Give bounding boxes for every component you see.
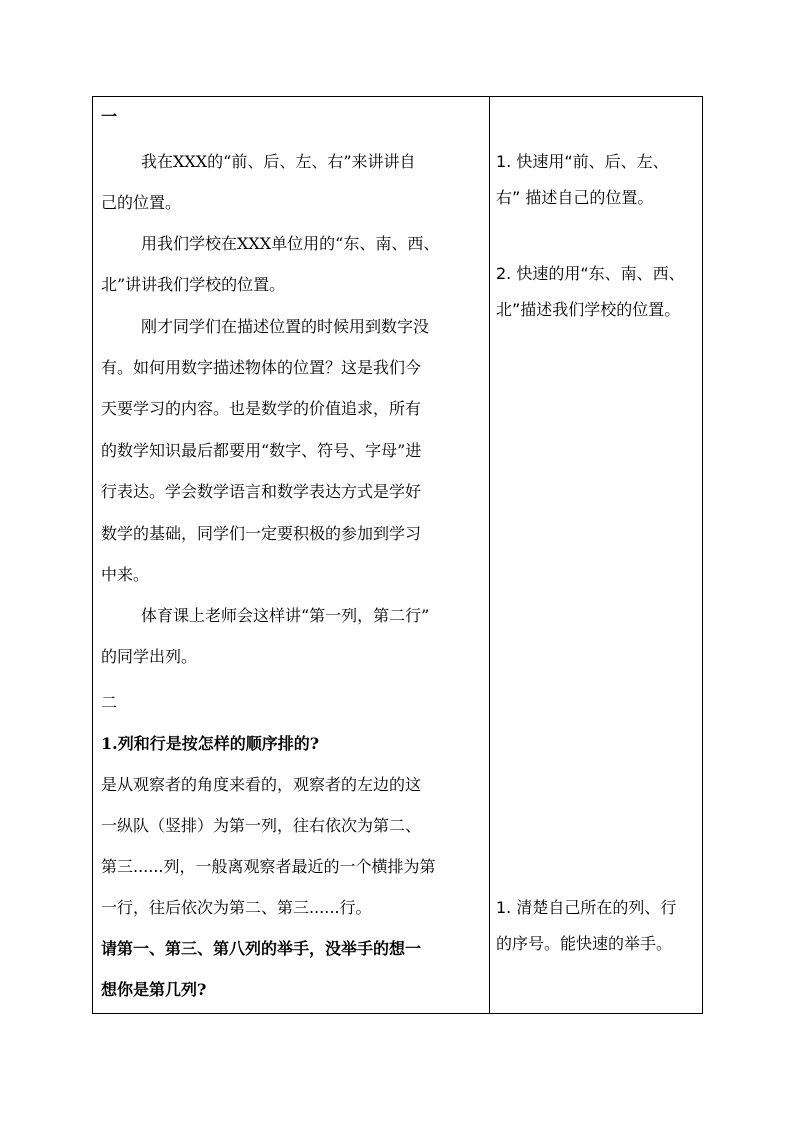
goal-2-line-2: 北”描述我们学校的位置。 bbox=[496, 300, 681, 319]
goal-1-line-2: 右” 描述自己的位置。 bbox=[496, 188, 654, 207]
answer-1-line-4: 一行，往后依次为第二、第三......行。 bbox=[101, 898, 372, 917]
paragraph-3-line-4: 的数学知识最后都要用“数字、符号、字母”进 bbox=[101, 441, 422, 460]
heading-two: 二 bbox=[101, 693, 118, 712]
paragraph-3-line-7: 中来。 bbox=[101, 565, 150, 584]
paragraph-3-line-1: 刚才同学们在描述位置的时候用到数字没 bbox=[141, 317, 430, 336]
paragraph-3-line-2: 有。如何用数字描述物体的位置？这是我们今 bbox=[101, 358, 422, 377]
paragraph-3-line-6: 数学的基础，同学们一定要积极的参加到学习 bbox=[101, 524, 422, 543]
question-1: 1.列和行是按怎样的顺序排的? bbox=[101, 734, 320, 753]
paragraph-3-line-5: 行表达。学会数学语言和数学表达方式是学好 bbox=[101, 482, 422, 501]
heading-one: 一 bbox=[101, 107, 118, 126]
paragraph-4-line-2: 的同学出列。 bbox=[101, 647, 198, 666]
goal-2-line-1: 2. 快速的用“东、南、西、 bbox=[496, 264, 685, 283]
goal-3-line-1: 1. 清楚自己所在的列、行 bbox=[496, 898, 677, 917]
paragraph-2-line-2: 北”讲讲我们学校的位置。 bbox=[101, 275, 286, 294]
paragraph-3-line-3: 天要学习的内容。也是数学的价值追求，所有 bbox=[101, 399, 422, 418]
answer-1-line-3: 第三......列，一般离观察者最近的一个横排为第 bbox=[101, 857, 436, 876]
goal-1-line-1: 1. 快速用“前、后、左、 bbox=[496, 152, 669, 171]
answer-2-line-2: 想你是第几列? bbox=[101, 980, 207, 999]
lesson-table bbox=[92, 96, 703, 1014]
goal-3-line-2: 的序号。能快速的举手。 bbox=[496, 934, 673, 953]
paragraph-1-line-2: 己的位置。 bbox=[101, 193, 182, 212]
paragraph-4-line-1: 体育课上老师会这样讲“第一列，第二行” bbox=[141, 606, 430, 625]
paragraph-2-line-1: 用我们学校在XXX单位用的“东、南、西、 bbox=[141, 234, 440, 253]
column-divider bbox=[489, 97, 490, 1013]
paragraph-1-line-1: 我在XXX的“前、后、左、右”来讲讲自 bbox=[141, 152, 416, 171]
answer-2-line-1: 请第一、第三、第八列的举手，没举手的想一 bbox=[101, 939, 422, 958]
answer-1-line-1: 是从观察者的角度来看的，观察者的左边的这 bbox=[101, 775, 422, 794]
answer-1-line-2: 一纵队（竖排）为第一列，往右依次为第二、 bbox=[101, 816, 422, 835]
